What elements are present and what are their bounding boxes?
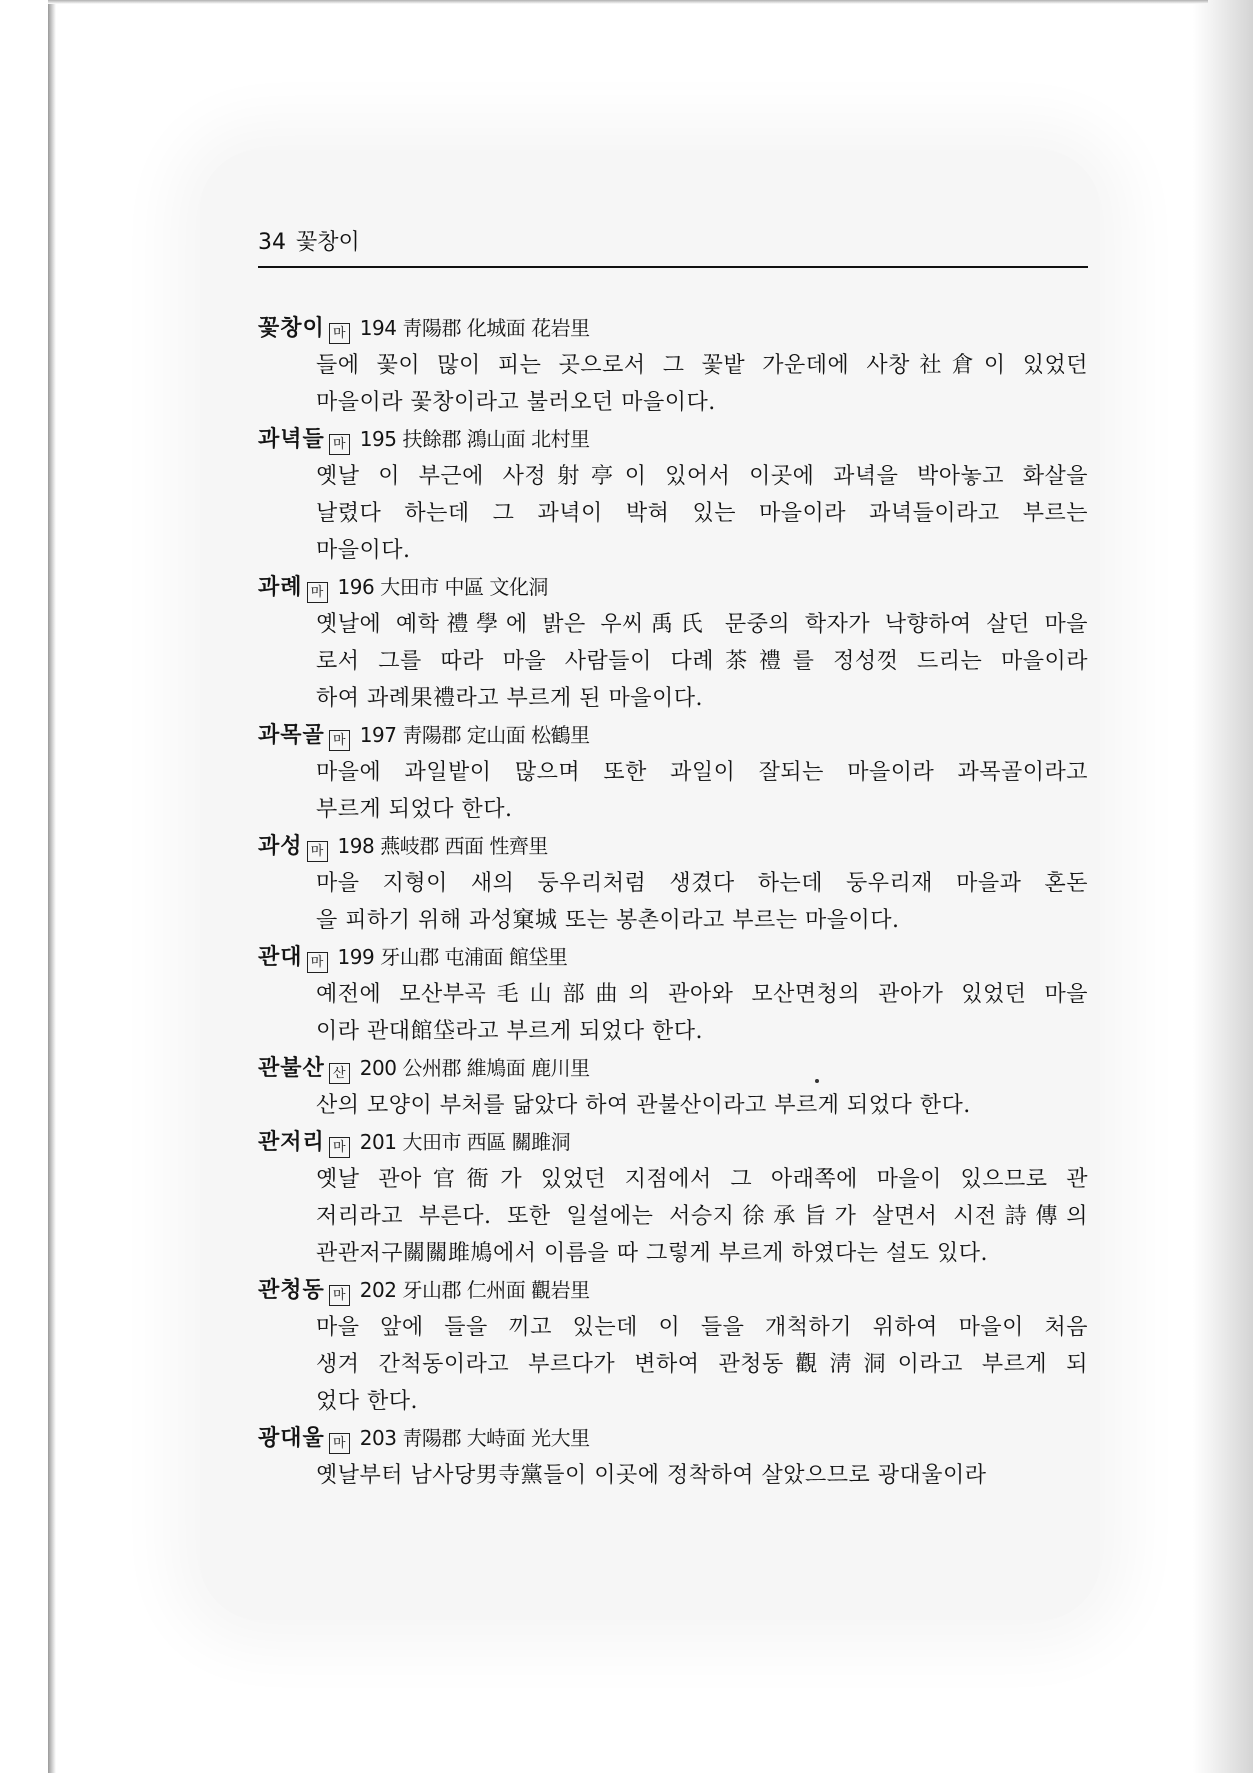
dictionary-entry bbox=[258, 569, 1088, 717]
entry-number: 201 bbox=[359, 1130, 397, 1154]
book-spine-edge bbox=[48, 0, 56, 1773]
entry-location: 公州郡 維鳩面 鹿川里 bbox=[402, 1056, 590, 1080]
entry-number: 199 bbox=[337, 945, 375, 969]
entry-number: 198 bbox=[337, 834, 375, 858]
entry-headword: 관대 bbox=[258, 945, 303, 970]
entry-type-badge: 마 bbox=[307, 841, 328, 862]
page-edge-shadow bbox=[1193, 0, 1253, 1773]
entry-headword: 과녁들 bbox=[258, 427, 325, 452]
entry-description-line: 저리라고 부른다. 또한 일설에는 서승지徐承旨가 살면서 시전詩傳의 bbox=[316, 1204, 1088, 1229]
entry-description-line: 생겨 간척동이라고 부르다가 변하여 관청동觀淸洞이라고 부르게 되 bbox=[316, 1352, 1088, 1377]
entry-description-line: 었다 한다. bbox=[316, 1389, 418, 1414]
entry-heading-line bbox=[258, 310, 1088, 347]
entry-description-line: 옛날부터 남사당男寺黨들이 이곳에 정착하여 살았으므로 광대울이라 bbox=[316, 1463, 987, 1488]
entry-heading-line bbox=[258, 569, 1088, 606]
print-speck bbox=[815, 1079, 819, 1083]
entry-headword: 광대울 bbox=[258, 1426, 325, 1451]
dictionary-entry bbox=[258, 310, 1088, 421]
entry-description-line: 옛날 이 부근에 사정射亭이 있어서 이곳에 과녁을 박아놓고 화살을 bbox=[316, 464, 1088, 489]
entry-location: 大田市 西區 關雎洞 bbox=[402, 1130, 571, 1154]
entry-description-line: 예전에 모산부곡毛山部曲의 관아와 모산면청의 관아가 있었던 마을 bbox=[316, 982, 1088, 1007]
entry-location: 扶餘郡 鴻山面 北村里 bbox=[402, 427, 590, 451]
running-head bbox=[258, 228, 1088, 268]
entry-heading-line bbox=[258, 1124, 1088, 1161]
entry-heading-line bbox=[258, 1050, 1088, 1087]
entry-headword: 과성 bbox=[258, 834, 303, 859]
entry-number: 197 bbox=[359, 723, 397, 747]
entry-location: 靑陽郡 定山面 松鶴里 bbox=[402, 723, 590, 747]
entry-heading-line bbox=[258, 717, 1088, 754]
entry-number: 195 bbox=[359, 427, 397, 451]
entry-number: 196 bbox=[337, 575, 375, 599]
entry-heading-line bbox=[258, 421, 1088, 458]
entry-headword: 과목골 bbox=[258, 723, 325, 748]
entry-location: 靑陽郡 大峙面 光大里 bbox=[402, 1426, 590, 1450]
dictionary-entry bbox=[258, 939, 1088, 1050]
entry-description-line: 옛날 관아官衙가 있었던 지점에서 그 아래쪽에 마을이 있으므로 관 bbox=[316, 1167, 1088, 1192]
entry-description-line: 로서 그를 따라 마을 사람들이 다례茶禮를 정성껏 드리는 마을이라 bbox=[316, 649, 1088, 674]
entry-description-line: 산의 모양이 부처를 닮았다 하여 관불산이라고 부르게 되었다 한다. bbox=[316, 1093, 971, 1118]
entry-heading-line bbox=[258, 828, 1088, 865]
entry-heading-line bbox=[258, 1272, 1088, 1309]
entry-description-line: 을 피하기 위해 과성窠城 또는 봉촌이라고 부르는 마을이다. bbox=[316, 908, 900, 933]
entry-location: 牙山郡 屯浦面 館垈里 bbox=[380, 945, 568, 969]
entry-description-line: 마을이다. bbox=[316, 538, 411, 563]
entry-description-line: 부르게 되었다 한다. bbox=[316, 797, 513, 822]
entry-number: 200 bbox=[359, 1056, 397, 1080]
entry-description-line: 마을 지형이 새의 둥우리처럼 생겼다 하는데 둥우리재 마을과 혼돈 bbox=[316, 871, 1088, 896]
entry-type-badge: 마 bbox=[307, 582, 328, 603]
entry-description-line: 이라 관대館垈라고 부르게 되었다 한다. bbox=[316, 1019, 703, 1044]
entry-location: 燕岐郡 西面 性齊里 bbox=[380, 834, 548, 858]
dictionary-entry bbox=[258, 1050, 1088, 1124]
entry-type-badge: 마 bbox=[307, 952, 328, 973]
entry-description-line: 날렸다 하는데 그 과녁이 박혀 있는 마을이라 과녁들이라고 부르는 bbox=[316, 501, 1088, 526]
dictionary-entry bbox=[258, 1420, 1088, 1494]
entry-heading-line bbox=[258, 939, 1088, 976]
entry-number: 194 bbox=[359, 316, 397, 340]
page-top-edge bbox=[48, 0, 1208, 4]
entry-description-line: 들에 꽃이 많이 피는 곳으로서 그 꽃밭 가운데에 사창社倉이 있었던 bbox=[316, 353, 1088, 378]
entry-number: 203 bbox=[359, 1426, 397, 1450]
entry-type-badge: 산 bbox=[329, 1063, 350, 1084]
entry-headword: 관청동 bbox=[258, 1278, 325, 1303]
entry-type-badge: 마 bbox=[329, 730, 350, 751]
entry-type-badge: 마 bbox=[329, 1433, 350, 1454]
dictionary-entry bbox=[258, 828, 1088, 939]
dictionary-entry bbox=[258, 421, 1088, 569]
page-number: 34 bbox=[258, 230, 286, 255]
running-title: 꽃창이 bbox=[296, 230, 360, 255]
entry-description-line: 마을 앞에 들을 끼고 있는데 이 들을 개척하기 위하여 마을이 처음 bbox=[316, 1315, 1088, 1340]
entry-type-badge: 마 bbox=[329, 1285, 350, 1306]
entry-description-line: 하여 과례果禮라고 부르게 된 마을이다. bbox=[316, 686, 703, 711]
dictionary-entry bbox=[258, 1272, 1088, 1420]
entry-description-line: 마을이라 꽃창이라고 불러오던 마을이다. bbox=[316, 390, 716, 415]
entry-location: 靑陽郡 化城面 花岩里 bbox=[402, 316, 590, 340]
entry-location: 大田市 中區 文化洞 bbox=[380, 575, 548, 599]
entry-number: 202 bbox=[359, 1278, 397, 1302]
entry-type-badge: 마 bbox=[329, 323, 350, 344]
entry-headword: 과례 bbox=[258, 575, 303, 600]
dictionary-entry bbox=[258, 1124, 1088, 1272]
entry-heading-line bbox=[258, 1420, 1088, 1457]
entry-description-line: 관관저구關關雎鳩에서 이름을 따 그렇게 부르게 하였다는 설도 있다. bbox=[316, 1241, 988, 1266]
entry-headword: 꽃창이 bbox=[258, 316, 325, 341]
entry-description-line: 옛날에 예학禮學에 밝은 우씨禹氏 문중의 학자가 낙향하여 살던 마을 bbox=[316, 612, 1088, 637]
dictionary-entries bbox=[258, 310, 1088, 1494]
entry-type-badge: 마 bbox=[329, 1137, 350, 1158]
entry-headword: 관불산 bbox=[258, 1056, 325, 1081]
entry-location: 牙山郡 仁州面 觀岩里 bbox=[402, 1278, 590, 1302]
entry-headword: 관저리 bbox=[258, 1130, 325, 1155]
dictionary-entry bbox=[258, 717, 1088, 828]
entry-type-badge: 마 bbox=[329, 434, 350, 455]
entry-description-line: 마을에 과일밭이 많으며 또한 과일이 잘되는 마을이라 과목골이라고 bbox=[316, 760, 1088, 785]
